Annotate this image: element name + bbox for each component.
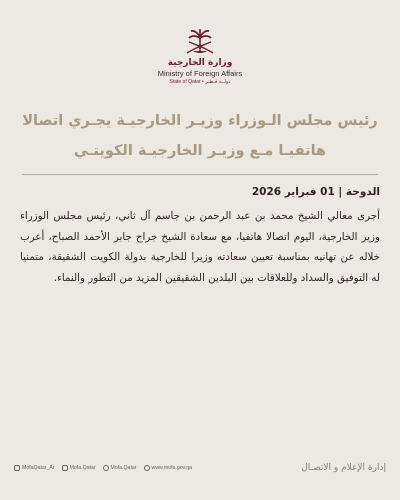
- dateline: الدوحة | 01 فبراير 2026: [251, 186, 380, 198]
- facebook-icon: [103, 465, 109, 471]
- ministry-name-arabic: وزارة الخارجية: [167, 58, 233, 68]
- headline: [20, 106, 380, 166]
- social-handle: Mofa.Qatar: [69, 465, 96, 471]
- state-line: State of Qatar • دولــة قـطـر: [169, 79, 231, 85]
- social-link-x[interactable]: [14, 465, 55, 471]
- social-link-website[interactable]: [144, 465, 193, 471]
- headline-line-2: هاتفيـا مـع وزيـر الخارجيـة الكويتـي: [73, 143, 327, 159]
- social-link-instagram[interactable]: [62, 465, 96, 471]
- divider: [22, 174, 378, 175]
- social-handle: MofaQatar_Ar: [22, 465, 55, 471]
- x-icon: [14, 465, 20, 471]
- ministry-name-english: Ministry of Foreign Affairs: [157, 69, 243, 78]
- ministry-logo: [0, 26, 400, 85]
- qatar-emblem-icon: [181, 26, 219, 56]
- instagram-icon: [62, 465, 68, 471]
- body-text: أجرى معالي الشيخ محمد بن عبد الرحمن بن جاسم آل ثاني، رئيس مجلس الوزراء وزير الخارجية، اليوم اتصالا هاتفيا، مع سعادة الشيخ جراح جابر الأحمد الصباح، أعرب خلاله عن تهانيه بمناسبة تعيين سعادته وزيرا للخارجية بدولة الكويت الشقيقة، متمنيا له التوفيق والسداد وللعلاقات بين البلدين الشقيقين المزيد من التطور والنماء.: [20, 210, 380, 284]
- department-name: إدارة الإعلام و الاتصـال: [301, 463, 386, 473]
- social-links: [14, 465, 192, 471]
- footer: [14, 458, 386, 478]
- website-url: www.mofa.gov.qa: [151, 465, 193, 471]
- social-link-facebook[interactable]: [103, 465, 137, 471]
- headline-line-1: رئيس مجلس الـوزراء وزيـر الخارجيـة يجـري اتصالا: [22, 113, 378, 129]
- globe-icon: [144, 465, 150, 471]
- social-handle: Mofa.Qatar: [110, 465, 137, 471]
